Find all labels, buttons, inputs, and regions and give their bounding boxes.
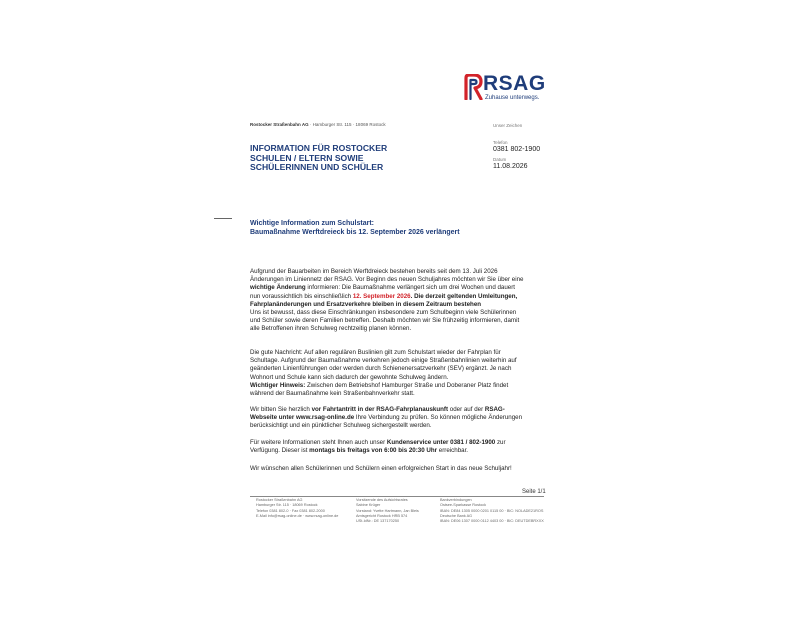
letter-heading [250, 144, 387, 173]
footer-line: Rostocker Straßenbahn AG [256, 498, 303, 502]
subject-line: Baumaßnahme Werftdreieck bis 12. September 2026 verlängert [250, 229, 460, 236]
text-line [250, 276, 550, 284]
logo-tagline: Zuhause unterwegs. [485, 95, 540, 101]
text-line: Die gute Nachricht: Auf allen regulären Buslinien gilt zum Schulstart wieder der Fahrplan für [250, 349, 501, 356]
subject-line: Wichtige Information zum Schulstart: [250, 220, 374, 227]
date-value: 11.08.2026 [493, 163, 528, 170]
date-label: Datum [493, 157, 507, 162]
text-line [250, 293, 550, 301]
text-line [250, 447, 550, 455]
heading-line: SCHÜLERINNEN UND SCHÜLER [250, 162, 384, 172]
text-span: Änderungen im Liniennetz der RSAG. Vor Beginn des neuen Schuljahres möchten wir Sie über eine [250, 276, 524, 284]
text-bold: wichtige Änderung [250, 284, 306, 292]
footer-line: Telefon 0381 802-0 · Fax 0381 802-2000 [256, 508, 325, 513]
text-span: erreichbar. [437, 447, 469, 455]
text-line: berücksichtigt und ein pünktlicher Schulweg sichergestellt werden. [250, 422, 432, 430]
footer-line: IBAN: DE06 1307 0000 0112 4403 00 · BIC: DEUTDEBRXXX [440, 519, 544, 524]
page-number: Seite 1/1 [522, 489, 546, 495]
footer-bank [440, 498, 544, 524]
text-line: alle Betroffenen ihren Schulweg rechtzeitig planen können. [250, 325, 412, 333]
rsag-logo [463, 74, 553, 104]
footer-line: Hamburger Str. 115 · 18069 Rostock [256, 503, 318, 508]
footer-line: USt-IdNr.: DE 137170250 [356, 519, 400, 524]
sender-line [250, 122, 386, 127]
text-line: Wir wünschen allen Schülerinnen und Schülern einen erfolgreichen Start in das neue Schuljahr! [250, 465, 512, 472]
closing-line [250, 465, 550, 473]
text-line: Aufgrund der Bauarbeiten im Bereich Werftdreieck bestehen bereits seit dem 13. Juli 2026 [250, 268, 498, 275]
logo-wordmark: RSAG [483, 72, 546, 95]
text-bold: Kundenservice unter 0381 / 802-1900 [386, 439, 496, 446]
footer-line: E-Mail info@rsag-online.de · www.rsag-online.de [256, 513, 339, 518]
text-bold: montags bis freitags von 6:00 bis 20:30 Uhr [309, 447, 438, 455]
footer-line: Ostsee-Sparkasse Rostock [440, 503, 487, 508]
text-span: Wir bitten Sie herzlich [250, 406, 312, 413]
text-span: Ihre Verbindung zu prüfen. So können mögliche Änderungen [354, 414, 523, 422]
heading-line: SCHULEN / ELTERN SOWIE [250, 152, 364, 163]
paragraph-4 [250, 439, 550, 455]
text-bold: . Die derzeit geltenden Umleitungen, [410, 292, 518, 300]
footer-company [256, 498, 338, 519]
text-bold: Fahrplanänderungen und Ersatzverkehre bleiben in diesem Zeitraum bestehen [250, 300, 482, 308]
website-link[interactable]: Webseite unter www.rsag-online.de [250, 414, 355, 422]
fold-mark [214, 218, 232, 219]
text-span: informieren: Die Baumaßnahme verlängert sich um drei Wochen und dauert [305, 284, 516, 292]
footer-divider [250, 496, 544, 497]
footer-board [356, 498, 419, 524]
text-line: Uns ist bewusst, dass diese Einschränkungen insbesondere zum Schulbeginn viele Schülerinnen [250, 309, 517, 317]
text-span: Verfügung. Dieser ist [250, 447, 310, 455]
footer-line: Bankverbindungen [440, 498, 472, 502]
sender-company: Rostocker Straßenbahn AG [250, 122, 309, 127]
paragraph-1 [250, 268, 550, 334]
footer-line: Sabine Krüger [356, 503, 381, 508]
text-span: Für weitere Informationen steht Ihnen auch unser [250, 439, 387, 446]
paragraph-2 [250, 349, 550, 398]
contact-label: Unser Zeichen [493, 123, 523, 128]
text-line [250, 439, 550, 447]
text-line: Wohnort und Schule kann sich dadurch der gewohnte Schulweg ändern. [250, 373, 449, 381]
paragraph-3 [250, 406, 550, 431]
text-line [250, 382, 550, 390]
text-line: und Schüler sowie deren Familien betreffen. Deshalb möchten wir Sie frühzeitig informieren, damit [250, 317, 520, 325]
text-line: Schultage. Aufgrund der Baumaßnahme verkehren jedoch einige Straßenbahnlinien weiterhin auf [250, 357, 517, 365]
text-bold: vor Fahrtantritt in der RSAG-Fahrplanauskunft [311, 406, 449, 413]
rsag-logo-mark-icon [463, 74, 483, 100]
text-line [250, 284, 550, 292]
text-line: während der Baumaßnahme kein Straßenbahnverkehr statt. [250, 390, 415, 398]
heading-line: INFORMATION FÜR ROSTOCKER [250, 143, 388, 153]
text-span: Zwischen dem Betriebshof Hamburger Straße und Doberaner Platz findet [305, 381, 509, 389]
text-span: nun voraussichtlich bis einschließlich [250, 292, 353, 300]
text-line [250, 406, 550, 414]
footer-line: Vorsitzende des Aufsichtsrates [356, 498, 408, 502]
footer-line: Deutsche Bank AG [440, 513, 473, 518]
text-line: geänderten Linienführungen oder werden durch Schienenersatzverkehr (SEV) ergänzt. Je nach [250, 365, 512, 373]
text-bold: Wichtiger Hinweis: [250, 381, 306, 389]
footer-line: Vorstand: Yvette Hartmann, Jan Bleis [356, 508, 419, 513]
footer-line: Amtsgericht Rostock HRB 574 [356, 513, 408, 518]
phone-label: Telefon [493, 140, 508, 145]
text-span: oder auf der [448, 406, 485, 413]
text-line [250, 414, 550, 422]
phone-value: 0381 802-1900 [493, 146, 541, 153]
text-span: zur [495, 439, 506, 446]
highlight-date: 12. September 2026 [352, 292, 411, 300]
footer-line: IBAN: DE84 1305 0000 0201 0115 00 · BIC: NOLADE21ROS [440, 508, 544, 513]
text-line [250, 301, 550, 309]
sender-address: · Hamburger Str. 115 · 18069 Rostock [309, 122, 386, 127]
letter-subject [250, 219, 460, 237]
text-bold: RSAG- [484, 406, 505, 413]
